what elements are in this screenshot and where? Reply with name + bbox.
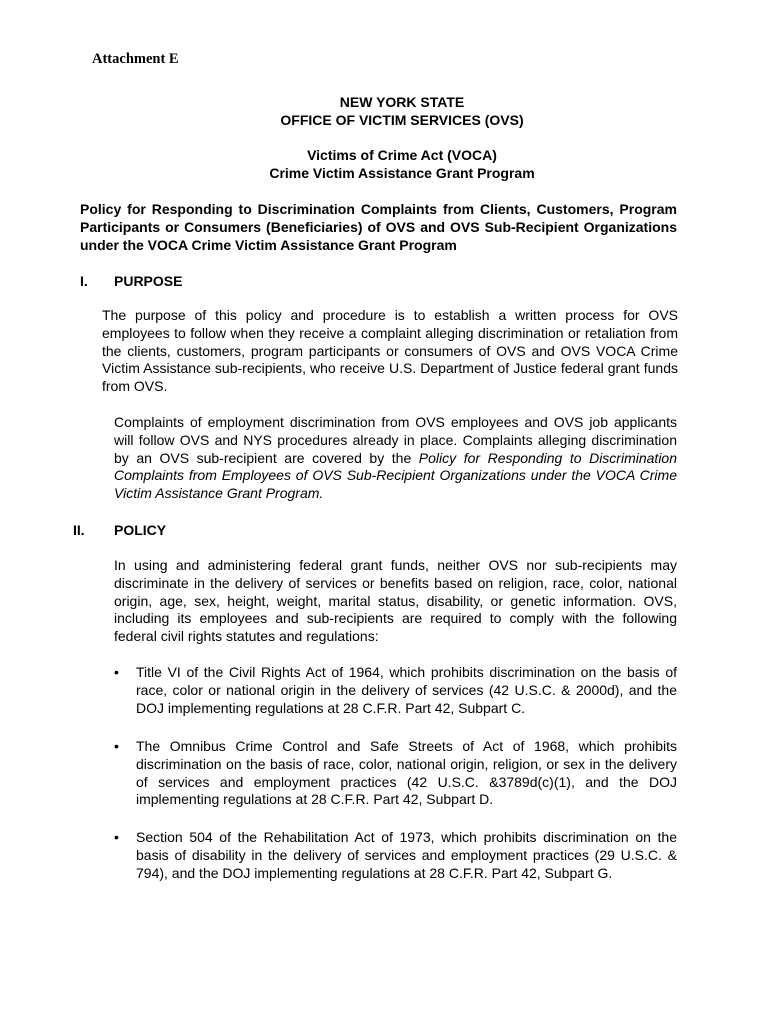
attachment-label: Attachment E — [92, 51, 179, 67]
referenced-policy-title: Policy for Responding to Discrimination Complaints from Employees of OVS Sub-Recipient Organizations under the VOCA Crime Victim Assistance Grant Program. — [114, 449, 677, 502]
act-name: Victims of Crime Act (VOCA) — [307, 147, 497, 163]
section-number-purpose: I. — [80, 273, 88, 289]
list-item-text: Section 504 of the Rehabilitation Act of 1973, which prohibits discrimination on the basis of disability in the delivery of services and employment practices (29 U.S.C. & 794), and the DOJ implementing regulations at 28 C.F.R. Part 42, Subpart G. — [136, 829, 677, 881]
agency-header — [0, 93, 770, 129]
section-title-purpose: PURPOSE — [114, 273, 183, 289]
complaints-text: Complaints of employment discrimination from OVS employees and OVS job applicants will follow OVS and NYS procedures already in place. Complaints alleging discrimination by an OVS sub-recipient are covered by the — [114, 414, 677, 466]
office-name: OFFICE OF VICTIM SERVICES (OVS) — [280, 112, 524, 128]
list-item-text: Title VI of the Civil Rights Act of 1964, which prohibits discrimination on the basis of race, color or national origin in the delivery of services (42 U.S.C. & 2000d), and the DOJ implementing regulations at 28 C.F.R. Part 42, Subpart C. — [136, 664, 677, 716]
complaints-paragraph — [114, 414, 677, 503]
policy-paragraph: In using and administering federal grant funds, neither OVS nor sub-recipients may discriminate in the delivery of services or benefits based on religion, race, color, national origin, age, sex, height, weight, marital status, disability, or genetic information. OVS, including its employees and sub-recipients are required to comply with the following federal civil rights statutes and regulations: — [114, 557, 677, 645]
list-item-text: The Omnibus Crime Control and Safe Streets of Act of 1968, which prohibits discrimination on the basis of race, color, national origin, religion, or sex in the delivery of services and employment practices (42 U.S.C. &3789d(c)(1), and the DOJ implementing regulations at 28 C.F.R. Part 42, Subpart D. — [136, 738, 677, 808]
program-name: Crime Victim Assistance Grant Program — [269, 165, 535, 181]
bullet-icon: • — [114, 664, 119, 680]
program-header — [0, 146, 770, 182]
policy-title: Policy for Responding to Discrimination Complaints from Clients, Customers, Program Participants or Consumers (Beneficiaries) of OVS and OVS Sub-Recipient Organizations under the VOCA Crime Victim Assistance Grant Program — [80, 201, 677, 253]
state-name: NEW YORK STATE — [339, 94, 465, 110]
section-title-policy: POLICY — [114, 522, 167, 538]
bullet-icon: • — [114, 738, 119, 754]
bullet-icon: • — [114, 829, 119, 845]
section-number-policy: II. — [73, 522, 85, 538]
purpose-paragraph: The purpose of this policy and procedure is to establish a written process for OVS employees to follow when they receive a complaint alleging discrimination or retaliation from the clients, customers, program participants or consumers of OVS and OVS VOCA Crime Victim Assistance sub-recipients, who receive U.S. Department of Justice federal grant funds from OVS. — [102, 307, 678, 395]
